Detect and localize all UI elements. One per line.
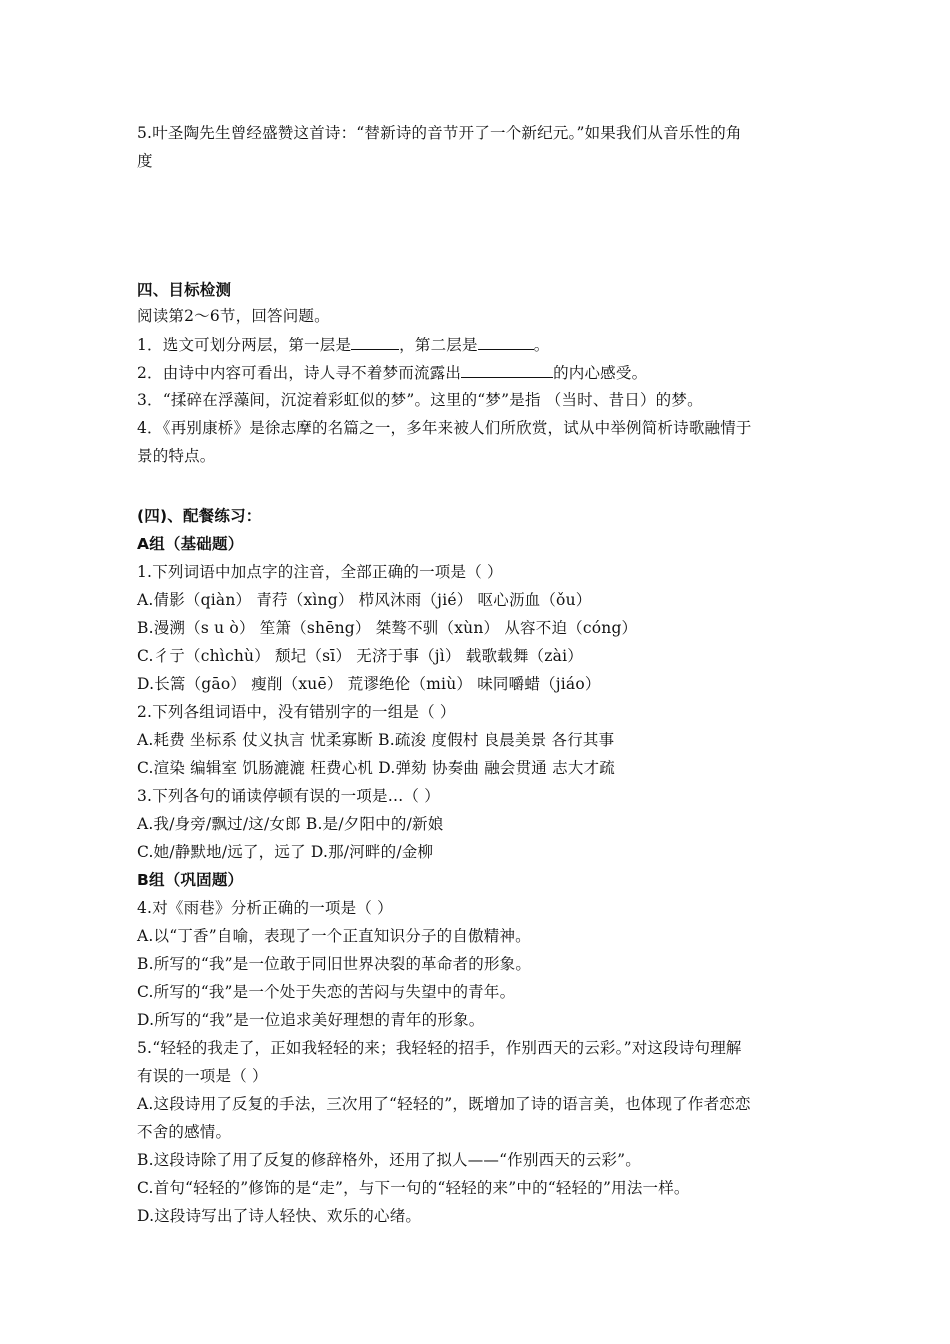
question-1 [137, 334, 817, 355]
q5-text-line1: 5.叶圣陶先生曾经盛赞这首诗：“替新诗的音节开了一个新纪元。”如果我们从音乐性的角 [137, 124, 742, 142]
b5-question-line1: 5.“轻轻的我走了，正如我轻轻的来；我轻轻的招手，作别西天的云彩。”对这段诗句理解 [137, 1039, 742, 1057]
question-3: 3．“揉碎在浮藻间，沉淀着彩虹似的梦”。这里的“梦”是指 （当时、昔日）的梦。 [137, 391, 703, 409]
b4-option-b: B.所写的“我”是一位敢于同旧世界决裂的革命者的形象。 [137, 955, 532, 973]
question-4-line1: 4．《再别康桥》是徐志摩的名篇之一，多年来被人们所欣赏，试从中举例简析诗歌融情于 [137, 419, 752, 437]
q5-text-line2: 度 [137, 152, 153, 170]
q1-suffix: 。 [533, 336, 550, 354]
a3-options-cd: C.她/静默地/远了，远了 D.那/河畔的/金柳 [137, 843, 434, 861]
a1-option-b: B.漫溯（s u ò） 笙箫（shēng） 桀骜不驯（xùn） 从容不迫（cóng） [137, 619, 638, 637]
q2-suffix: 的内心感受。 [553, 364, 648, 382]
b5-option-d: D.这段诗写出了诗人轻快、欢乐的心绪。 [137, 1207, 422, 1225]
section4-heading: 四、目标检测 [137, 281, 232, 299]
section4-intro: 阅读第2～6节，回答问题。 [137, 307, 330, 325]
b5-option-a-line1: A.这段诗用了反复的手法，三次用了“轻轻的”，既增加了诗的语言美，也体现了作者恋恋 [137, 1095, 751, 1113]
q2-blank[interactable] [461, 362, 553, 378]
b5-option-a-line2: 不舍的感情。 [137, 1123, 232, 1141]
a1-option-a: A.倩影（qiàn） 青荇（xìng） 栉风沐雨（jié） 呕心沥血（ǒu） [137, 591, 592, 609]
practice-heading: (四)、配餐练习： [137, 507, 262, 525]
b4-question: 4.对《雨巷》分析正确的一项是（ ） [137, 899, 393, 917]
group-b-heading: B组（巩固题） [137, 871, 244, 889]
question-4-line2: 景的特点。 [137, 447, 216, 465]
a1-option-c: C.彳亍（chìchù） 颓圮（sī） 无济于事（jì） 载歌载舞（zài） [137, 647, 583, 665]
a1-question: 1.下列词语中加点字的注音，全部正确的一项是（ ） [137, 563, 503, 581]
a3-question: 3.下列各句的诵读停顿有误的一项是…（ ） [137, 787, 440, 805]
q1-blank-1[interactable] [351, 334, 399, 350]
b4-option-c: C.所写的“我”是一个处于失恋的苦闷与失望中的青年。 [137, 983, 516, 1001]
a2-options-ab: A.耗费 坐标系 仗义执言 忧柔寡断 B.疏浚 度假村 良晨美景 各行其事 [137, 731, 615, 749]
a2-options-cd: C.渲染 编辑室 饥肠漉漉 枉费心机 D.弹劾 协奏曲 融会贯通 志大才疏 [137, 759, 615, 777]
q1-blank-2[interactable] [478, 334, 534, 350]
q1-prefix: 1．选文可划分两层，第一层是 [137, 336, 352, 354]
q1-middle: ，第二层是 [399, 336, 478, 354]
a1-option-d: D.长篙（gāo） 瘦削（xuē） 荒谬绝伦（miù） 味同嚼蜡（jiáo） [137, 675, 601, 693]
b5-option-c: C.首句“轻轻的”修饰的是“走”，与下一句的“轻轻的来”中的“轻轻的”用法一样。 [137, 1179, 690, 1197]
group-a-heading: A组（基础题） [137, 535, 244, 553]
b4-option-a: A.以“丁香”自喻，表现了一个正直知识分子的自傲精神。 [137, 927, 531, 945]
q2-prefix: 2．由诗中内容可看出，诗人寻不着梦而流露出 [137, 364, 462, 382]
b5-question-line2: 有误的一项是（ ） [137, 1067, 268, 1085]
b4-option-d: D.所写的“我”是一位追求美好理想的青年的形象。 [137, 1011, 485, 1029]
b5-option-b: B.这段诗除了用了反复的修辞格外，还用了拟人——“作别西天的云彩”。 [137, 1151, 641, 1169]
a2-question: 2.下列各组词语中，没有错别字的一组是（ ） [137, 703, 456, 721]
question-2 [137, 362, 817, 383]
a3-options-ab: A.我/身旁/飘过/这/女郎 B.是/夕阳中的/新娘 [137, 815, 444, 833]
